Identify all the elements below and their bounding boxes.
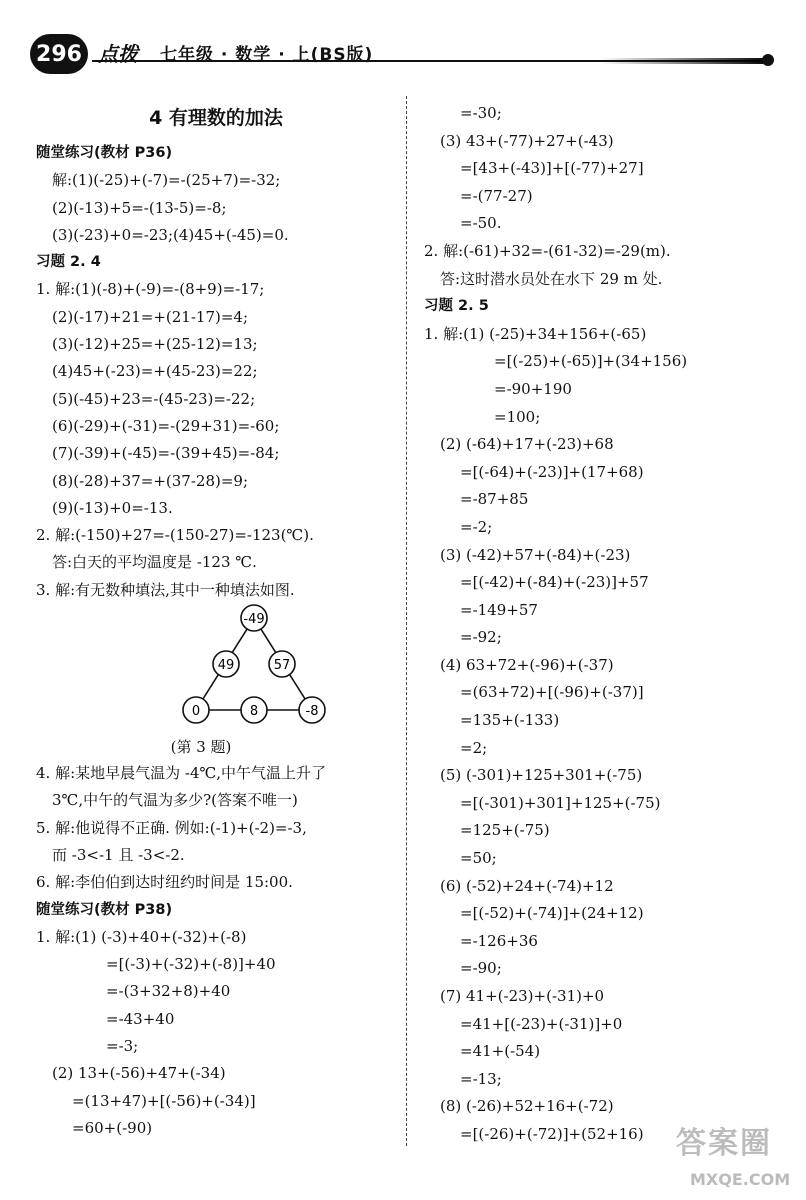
solution-line: 而 -3<-1 且 -3<-2.: [52, 845, 185, 864]
solution-line: (4)45+(-23)=+(45-23)=22;: [52, 362, 258, 381]
subsection-heading: 习题 2. 4: [36, 254, 101, 271]
diagram-node-label: -49: [243, 612, 265, 628]
solution-line: (5) (-301)+125+301+(-75): [440, 766, 643, 785]
solution-line: 4. 解:某地早晨气温为 -4℃,中午气温上升了: [36, 764, 327, 783]
solution-line: =-2;: [460, 517, 493, 536]
diagram-node-label: 0: [191, 704, 201, 720]
solution-line: (7)(-39)+(-45)=-(39+45)=-84;: [52, 444, 280, 463]
solution-line: 答:白天的平均温度是 -123 ℃.: [52, 553, 257, 572]
solution-line: =-3;: [106, 1037, 139, 1056]
diagram-node-label: 8: [249, 704, 259, 720]
solution-line: =-(3+32+8)+40: [106, 982, 231, 1001]
solution-line: =125+(-75): [460, 821, 550, 840]
subsection-heading: 随堂练习(教材 P38): [36, 901, 173, 918]
triangle-diagram: [146, 604, 366, 728]
solution-line: (2)(-13)+5=-(13-5)=-8;: [52, 198, 227, 217]
header-dot: [762, 54, 774, 66]
solution-line: =[(-52)+(-74)]+(24+12): [460, 904, 644, 923]
solution-line: =60+(-90): [72, 1118, 153, 1137]
solution-line: =-50.: [460, 214, 502, 233]
solution-line: =[(-25)+(-65)]+(34+156): [494, 352, 688, 371]
solution-line: (4) 63+72+(-96)+(-37): [440, 655, 614, 674]
solution-line: =[43+(-43)]+[(-77)+27]: [460, 159, 644, 178]
solution-line: =[(-64)+(-23)]+(17+68): [460, 462, 644, 481]
solution-line: =-149+57: [460, 600, 538, 619]
subsection-heading: 习题 2. 5: [424, 298, 489, 315]
header-rule-fade: [600, 58, 770, 64]
brand-logo: 点拨: [98, 42, 138, 66]
solution-line: =-(77-27): [460, 186, 533, 205]
solution-line: =-126+36: [460, 931, 538, 950]
solution-line: 解:(1)(-25)+(-7)=-(25+7)=-32;: [52, 171, 281, 190]
diagram-node-label: -8: [305, 704, 319, 720]
solution-line: 答:这时潜水员处在水下 29 m 处.: [440, 269, 663, 288]
solution-line: 3℃,中午的气温为多少?(答案不唯一): [52, 791, 298, 810]
solution-line: =50;: [460, 849, 497, 868]
solution-line: =41+(-54): [460, 1042, 541, 1061]
solution-line: =-30;: [460, 104, 502, 122]
solution-line: (2) (-64)+17+(-23)+68: [440, 435, 614, 454]
page-number-badge: 296: [30, 34, 88, 74]
solution-line: (3)(-23)+0=-23;(4)45+(-45)=0.: [52, 225, 289, 244]
solution-line: 1. 解:(1) (-25)+34+156+(-65): [424, 324, 647, 343]
solution-line: =-87+85: [460, 490, 529, 509]
solution-line: 5. 解:他说得不正确. 例如:(-1)+(-2)=-3,: [36, 818, 307, 837]
book-title: 七年级 · 数学 · 上(BS版): [160, 45, 374, 65]
solution-line: =[(-42)+(-84)+(-23)]+57: [460, 573, 649, 592]
solution-line: =-13;: [460, 1069, 502, 1088]
solution-line: =(13+47)+[(-56)+(-34)]: [72, 1091, 256, 1110]
solution-line: =-90+190: [494, 379, 572, 398]
subsection-heading: 随堂练习(教材 P36): [36, 145, 173, 161]
solution-line: 6. 解:李伯伯到达时纽约时间是 15:00.: [36, 873, 293, 892]
solution-line: (9)(-13)+0=-13.: [52, 498, 173, 517]
watermark-logo: 答案圈: [676, 1126, 772, 1161]
solution-line: =100;: [494, 407, 541, 426]
solution-line: (3) (-42)+57+(-84)+(-23): [440, 545, 631, 564]
solution-line: (2) 13+(-56)+47+(-34): [52, 1064, 226, 1083]
diagram-node-label: 49: [217, 658, 235, 674]
solution-line: =(63+72)+[(-96)+(-37)]: [460, 683, 644, 702]
solution-line: (6) (-52)+24+(-74)+12: [440, 876, 614, 895]
watermark-url: MXQE.COM: [690, 1170, 791, 1189]
solution-line: =[(-3)+(-32)+(-8)]+40: [106, 955, 276, 974]
solution-line: =-92;: [460, 628, 502, 647]
solution-line: =[(-26)+(-72)]+(52+16): [460, 1124, 644, 1143]
column-divider: [406, 96, 407, 1146]
solution-line: 2. 解:(-150)+27=-(150-27)=-123(℃).: [36, 526, 314, 545]
solution-line: =2;: [460, 738, 488, 757]
solution-line: 3. 解:有无数种填法,其中一种填法如图.: [36, 580, 295, 599]
solution-line: (8) (-26)+52+16+(-72): [440, 1097, 614, 1116]
solution-line: (3) 43+(-77)+27+(-43): [440, 131, 614, 150]
solution-line: (6)(-29)+(-31)=-(29+31)=-60;: [52, 416, 280, 435]
solution-line: =-90;: [460, 959, 502, 978]
section-title: 4 有理数的加法: [149, 107, 283, 129]
solution-line: =135+(-133): [460, 711, 560, 730]
solution-line: (7) 41+(-23)+(-31)+0: [440, 987, 605, 1005]
solution-line: 1. 解:(1) (-3)+40+(-32)+(-8): [36, 927, 247, 946]
solution-line: =-43+40: [106, 1009, 175, 1028]
left-column: [36, 100, 396, 1142]
figure-diagram: [36, 604, 396, 734]
solution-line: (3)(-12)+25=+(25-12)=13;: [52, 335, 258, 354]
solution-line: 1. 解:(1)(-8)+(-9)=-(8+9)=-17;: [36, 280, 265, 299]
figure-caption: (第 3 题): [170, 738, 232, 757]
solution-line: =[(-301)+301]+125+(-75): [460, 793, 661, 812]
diagram-node-label: 57: [273, 658, 291, 674]
page-header: [0, 0, 806, 80]
solution-line: (2)(-17)+21=+(21-17)=4;: [52, 307, 249, 326]
right-column: [424, 100, 794, 1149]
solution-line: 2. 解:(-61)+32=-(61-32)=-29(m).: [424, 241, 671, 260]
solution-line: =41+[(-23)+(-31)]+0: [460, 1014, 623, 1033]
solution-line: (8)(-28)+37=+(37-28)=9;: [52, 471, 249, 490]
solution-line: (5)(-45)+23=-(45-23)=-22;: [52, 389, 256, 408]
